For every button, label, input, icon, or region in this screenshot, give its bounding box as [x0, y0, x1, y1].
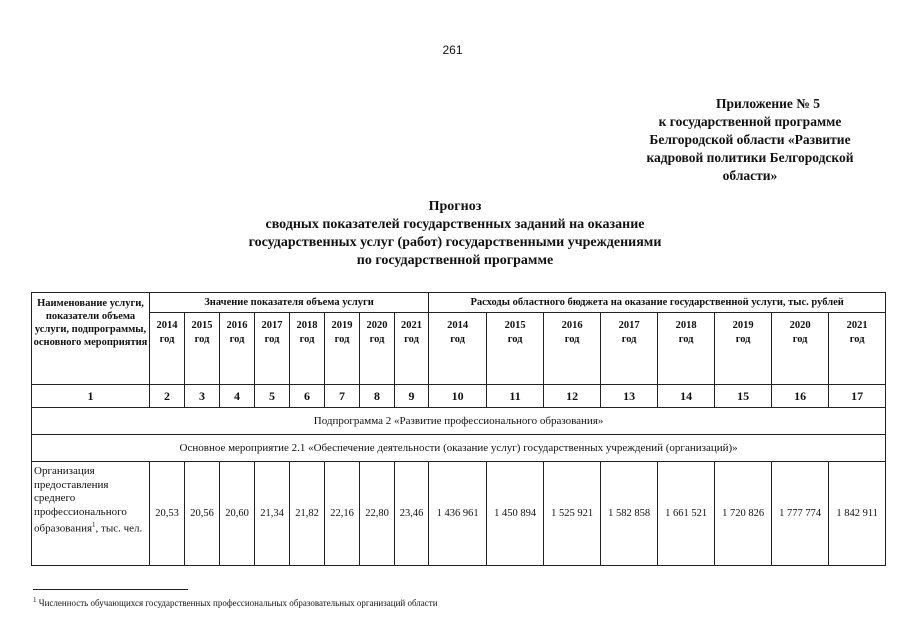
appendix-title: Приложение № 5 — [716, 96, 820, 111]
year-header-cell — [220, 313, 255, 385]
column-number-row — [32, 385, 886, 408]
column-number: 17 — [829, 385, 886, 408]
column-number: 9 — [395, 385, 429, 408]
year-label: 2020 — [366, 320, 388, 331]
column-number: 7 — [325, 385, 360, 408]
expense-value: 1 436 961 — [429, 462, 487, 566]
year-header-cell — [772, 313, 829, 385]
appendix-heading — [610, 95, 890, 185]
year-label: 2020 — [789, 320, 811, 331]
year-label: 2017 — [261, 320, 283, 331]
appendix-line: к государственной программе — [658, 114, 842, 129]
year-header-cell — [150, 313, 185, 385]
title-line: Прогноз — [428, 199, 482, 214]
volume-value: 22,16 — [325, 462, 360, 566]
expense-value: 1 525 921 — [544, 462, 601, 566]
year-header-cell — [290, 313, 325, 385]
year-suffix: год — [735, 334, 751, 345]
year-header-cell — [715, 313, 772, 385]
group-header-volume: Значение показателя объема услуги — [150, 293, 429, 313]
year-suffix: год — [159, 334, 175, 345]
year-label: 2016 — [561, 320, 583, 331]
year-suffix: год — [404, 334, 419, 345]
year-label: 2018 — [675, 320, 697, 331]
appendix-line: Белгородской области «Развитие — [649, 132, 851, 147]
year-suffix: год — [194, 334, 210, 345]
year-header-cell — [255, 313, 290, 385]
year-suffix: год — [450, 334, 465, 345]
title-line: государственных услуг (работ) государственными учреждениями — [248, 235, 662, 250]
column-number: 6 — [290, 385, 325, 408]
year-label: 2021 — [846, 320, 868, 331]
volume-value: 23,46 — [395, 462, 429, 566]
year-label: 2014 — [156, 320, 178, 331]
year-label: 2021 — [401, 320, 423, 331]
expense-value: 1 777 774 — [772, 462, 829, 566]
column-number: 10 — [429, 385, 487, 408]
row-name-cell — [32, 462, 150, 566]
column-number: 14 — [658, 385, 715, 408]
footnote-divider — [33, 589, 188, 590]
page-number: 261 — [442, 43, 463, 57]
footnote — [33, 596, 438, 608]
footnote-ref: 1 — [92, 521, 96, 529]
year-header-cell — [360, 313, 395, 385]
volume-value: 22,80 — [360, 462, 395, 566]
year-suffix: год — [334, 334, 350, 345]
row-name-unit: , тыс. чел. — [95, 522, 143, 535]
column-header-name: Наименование услуги, показатели объема услуги, подпрограммы, основного мероприятия — [32, 293, 150, 385]
year-header-row — [32, 313, 886, 385]
year-header-cell — [544, 313, 601, 385]
column-number: 4 — [220, 385, 255, 408]
forecast-table — [31, 292, 886, 566]
appendix-line: кадровой политики Белгородской — [646, 150, 854, 165]
title-line: сводных показателей государственных заданий на оказание — [265, 217, 645, 232]
volume-value: 21,82 — [290, 462, 325, 566]
column-number: 11 — [487, 385, 544, 408]
year-header-cell — [185, 313, 220, 385]
appendix-line: области» — [722, 168, 778, 183]
year-header-cell — [829, 313, 886, 385]
expense-value: 1 450 894 — [487, 462, 544, 566]
year-label: 2015 — [191, 320, 213, 331]
expense-value: 1 661 521 — [658, 462, 715, 566]
year-suffix: год — [369, 334, 385, 345]
year-suffix: год — [792, 334, 808, 345]
year-header-cell — [487, 313, 544, 385]
document-title — [180, 198, 730, 270]
year-label: 2014 — [447, 320, 469, 331]
column-number: 2 — [150, 385, 185, 408]
year-suffix: год — [849, 334, 865, 345]
year-suffix: год — [229, 334, 245, 345]
year-suffix: год — [507, 334, 523, 345]
year-header-cell — [601, 313, 658, 385]
footnote-mark: 1 — [33, 596, 37, 604]
group-header-expenses: Расходы областного бюджета на оказание государственной услуги, тыс. рублей — [429, 293, 886, 313]
row-name: Организация предоставления среднего профессионального образования — [34, 465, 127, 535]
column-number: 5 — [255, 385, 290, 408]
column-number: 12 — [544, 385, 601, 408]
footnote-text: Численность обучающихся государственных профессиональных образовательных организаций области — [36, 598, 438, 608]
column-number: 3 — [185, 385, 220, 408]
volume-value: 21,34 — [255, 462, 290, 566]
year-suffix: год — [678, 334, 694, 345]
year-label: 2019 — [331, 320, 353, 331]
column-number: 13 — [601, 385, 658, 408]
year-suffix: год — [264, 334, 280, 345]
year-header-cell — [429, 313, 487, 385]
year-label: 2019 — [732, 320, 754, 331]
year-suffix: год — [564, 334, 580, 345]
expense-value: 1 842 911 — [829, 462, 886, 566]
expense-value: 1 582 858 — [601, 462, 658, 566]
column-number: 15 — [715, 385, 772, 408]
column-number: 8 — [360, 385, 395, 408]
volume-value: 20,60 — [220, 462, 255, 566]
year-suffix: год — [299, 334, 315, 345]
column-number: 1 — [32, 385, 150, 408]
column-number: 16 — [772, 385, 829, 408]
year-header-cell — [395, 313, 429, 385]
year-label: 2018 — [296, 320, 318, 331]
main-activity-row: Основное мероприятие 2.1 «Обеспечение деятельности (оказание услуг) государственных учреждений (организаций)» — [32, 435, 886, 462]
year-suffix: год — [621, 334, 637, 345]
title-line: по государственной программе — [356, 253, 554, 268]
volume-value: 20,56 — [185, 462, 220, 566]
year-label: 2015 — [504, 320, 526, 331]
volume-value: 20,53 — [150, 462, 185, 566]
year-header-cell — [325, 313, 360, 385]
subprogram-row: Подпрограмма 2 «Развитие профессионального образования» — [32, 408, 886, 435]
year-label: 2016 — [226, 320, 248, 331]
year-label: 2017 — [618, 320, 640, 331]
year-header-cell — [658, 313, 715, 385]
table-row — [32, 462, 886, 566]
expense-value: 1 720 826 — [715, 462, 772, 566]
